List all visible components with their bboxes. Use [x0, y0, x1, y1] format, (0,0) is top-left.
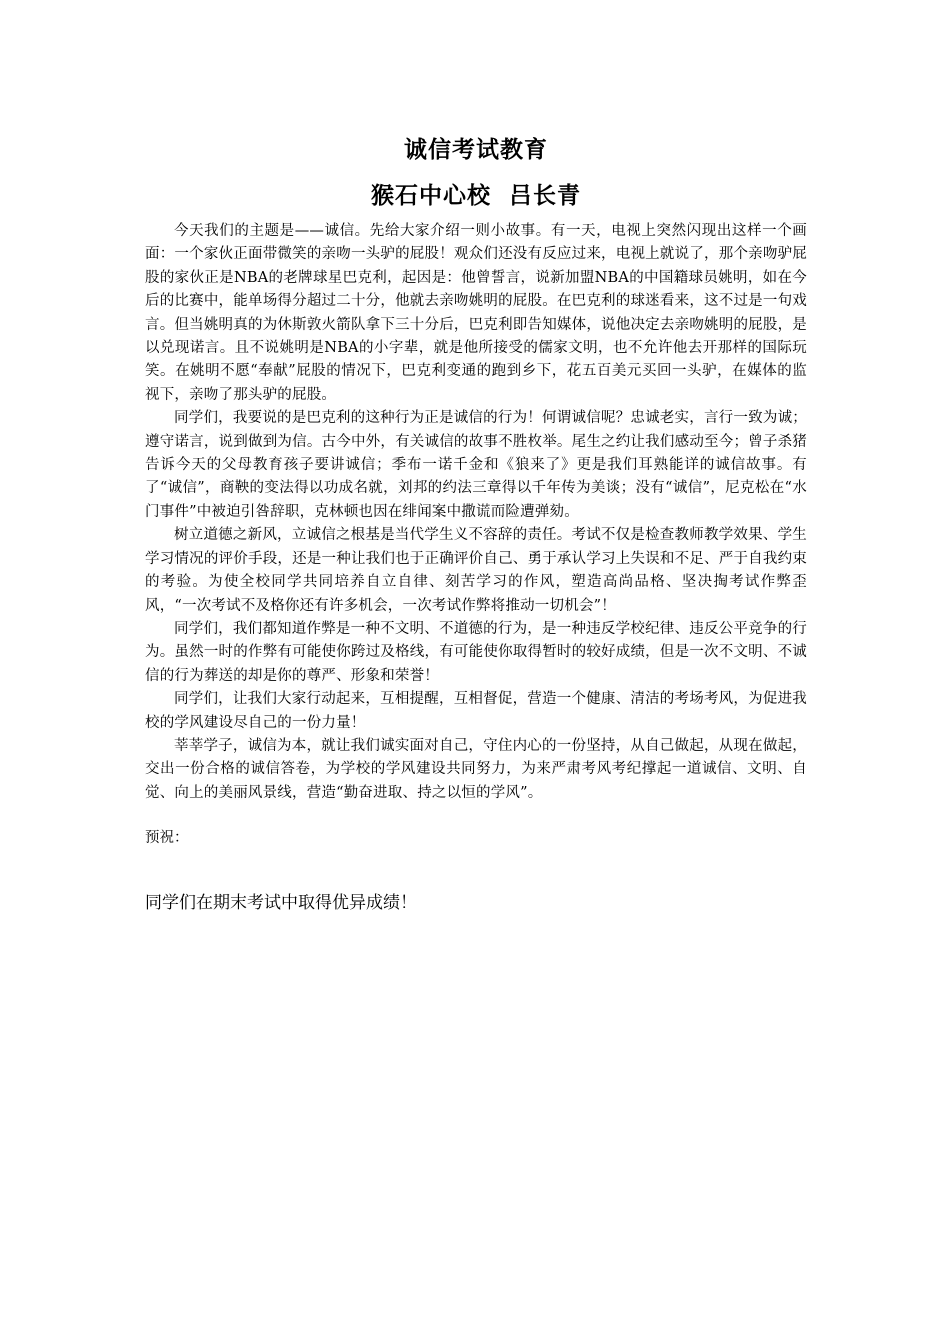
body-paragraph: 莘莘学子，诚信为本，就让我们诚实面对自己，守住内心的一份坚持，从自己做起，从现在做起，交出一份合格的诚信答卷，为学校的学风建设共同努力，为来严肃考风考纪撑起一道诚信、文明、自觉、向上的美丽风景线，营造“勤奋进取、持之以恒的学风”。	[145, 737, 807, 801]
document-page	[145, 128, 807, 916]
body-paragraph: 树立道德之新风，立诚信之根基是当代学生义不容辞的责任。考试不仅是检查教师教学效果、学生学习情况的评价手段，还是一种让我们也于正确评价自己、勇于承认学习上失误和不足、严于自我约束的考验。为使全校同学共同培养自立自律、刻苦学习的作风，塑造高尚品格、坚决掏考试作弊歪风，“一次考试不及格你还有许多机会，一次考试作弊将推动一切机会”！	[145, 527, 807, 614]
document-author: 猴石中心校 吕长青	[370, 183, 581, 209]
document-title: 诚信考试教育	[404, 137, 548, 163]
closing-label: 预祝：	[145, 830, 189, 847]
body-paragraph: 同学们，我们都知道作弊是一种不文明、不道德的行为，是一种违反学校纪律、违反公平竞争的行为。虽然一时的作弊有可能使你跨过及格线，有可能使你取得暂时的较好成绩，但是一次不文明、不诚信的行为葬送的却是你的尊严、形象和荣誉！	[145, 620, 807, 684]
body-paragraph: 今天我们的主题是——诚信。先给大家介绍一则小故事。有一天，电视上突然闪现出这样一个画面：一个家伙正面带微笑的亲吻一头驴的屁股！观众们还没有反应过来，电视上就说了，那个亲吻驴屁股的家伙正是NBA的老牌球星巴克利，起因是：他曾誓言，说新加盟NBA的中国籍球员姚明，如在今后的比赛中，能单场得分超过二十分，他就去亲吻姚明的屁股。在巴克利的球迷看来，这不过是一句戏言。但当姚明真的为休斯敦火箭队拿下三十分后，巴克利即告知媒体，说他决定去亲吻姚明的屁股，是以兑现诺言。且不说姚明是NBA的小字辈，就是他所接受的儒家文明，也不允许他去开那样的国际玩笑。在姚明不愿“奉献”屁股的情况下，巴克利变通的跑到乡下，花五百美元买回一头驴，在媒体的监视下，亲吻了那头驴的屁股。	[145, 223, 807, 403]
body-paragraph: 同学们，让我们大家行动起来，互相提醒，互相督促，营造一个健康、清洁的考场考风，为促进我校的学风建设尽自己的一份力量！	[145, 691, 807, 731]
body-paragraph: 同学们，我要说的是巴克利的这种行为正是诚信的行为！何谓诚信呢？忠诚老实，言行一致为诚；遵守诺言，说到做到为信。古今中外，有关诚信的故事不胜枚举。尾生之约让我们感动至今；曾子杀猪告诉今天的父母教育孩子要讲诚信；季布一诺千金和《狼来了》更是我们耳熟能详的诚信故事。有了“诚信”，商鞅的变法得以功成名就，刘邦的约法三章得以千年传为美谈；没有“诚信”，尼克松在“水门事件”中被迫引咎辞职，克林顿也因在绯闻案中撒谎而险遭弹劾。	[145, 410, 807, 520]
closing-wish: 同学们在期末考试中取得优异成绩！	[145, 893, 417, 914]
